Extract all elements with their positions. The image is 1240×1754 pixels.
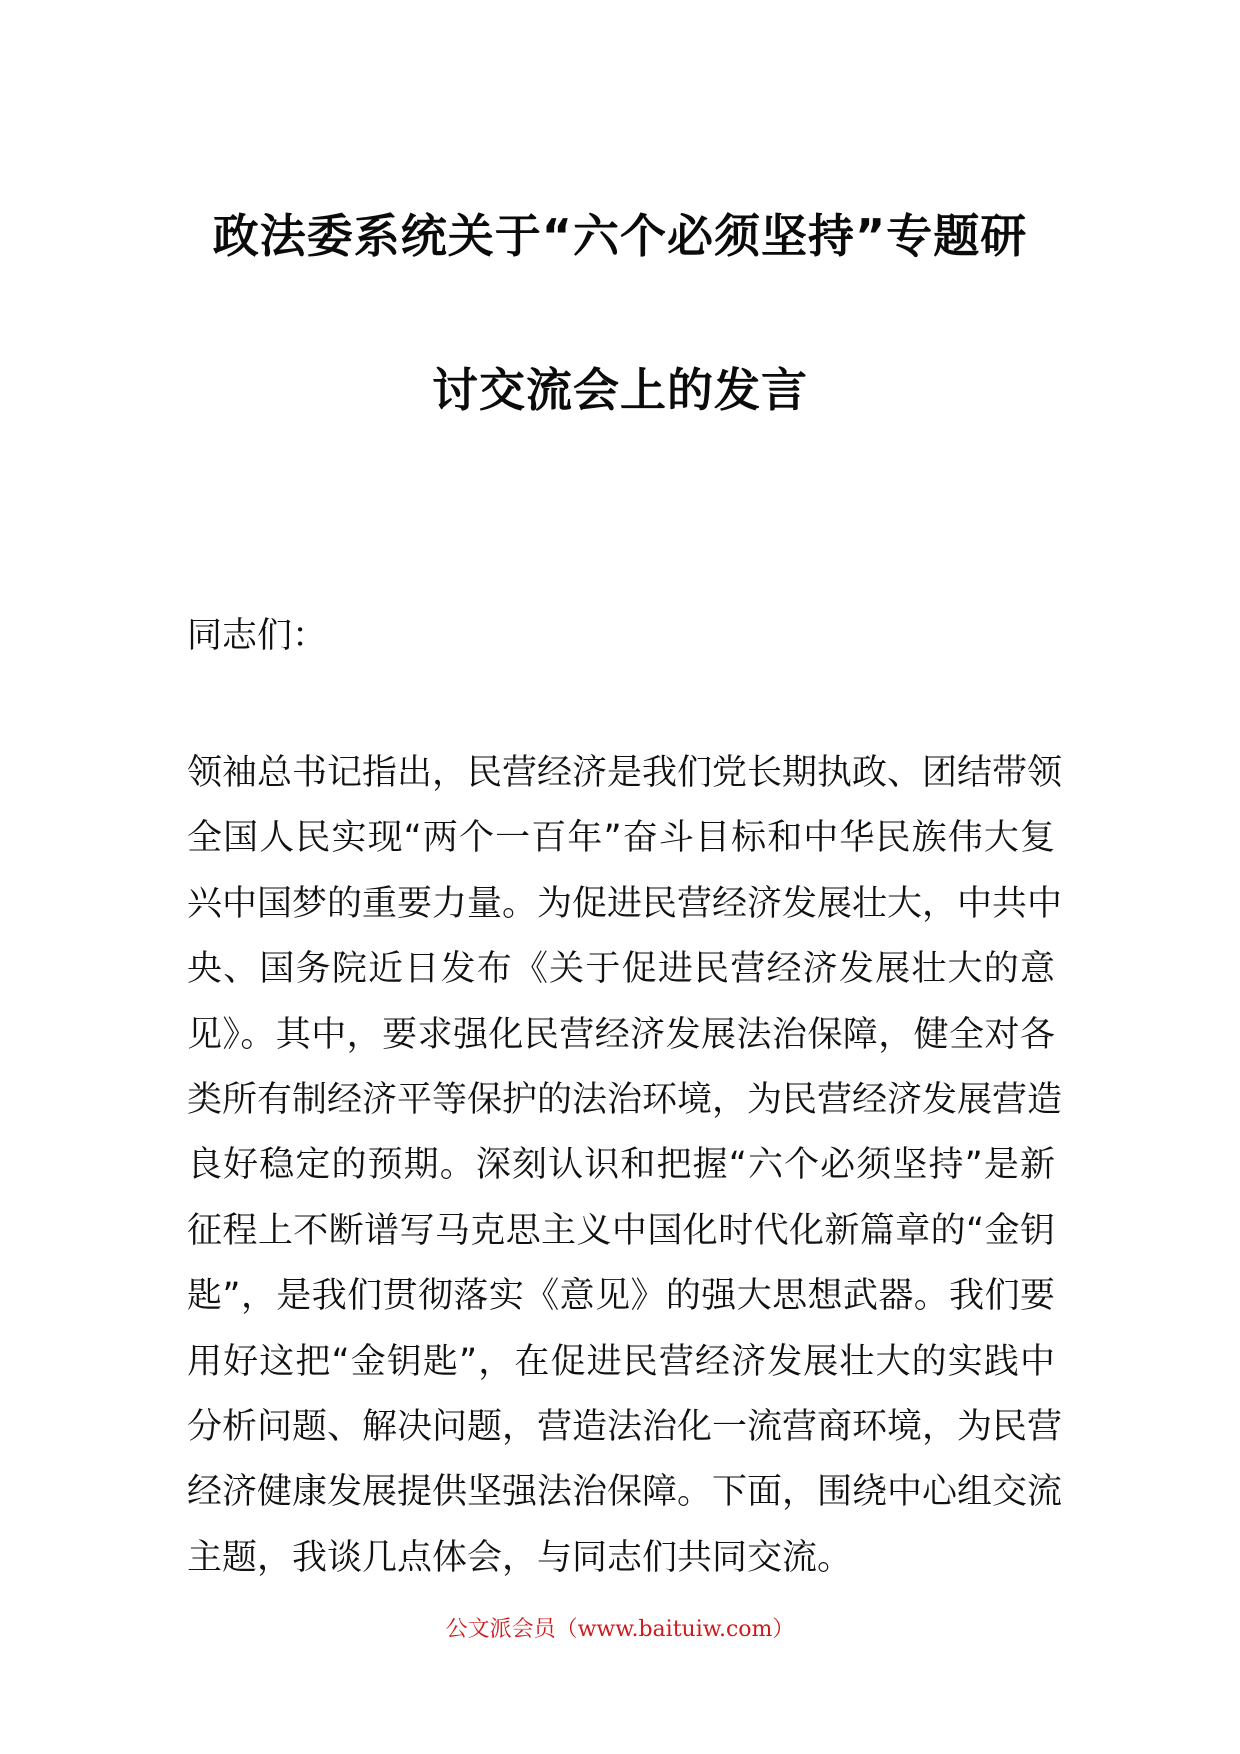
paragraph-line: 分析问题、解决问题，营造法治化一流营商环境，为民营: [187, 1406, 1063, 1447]
paragraph-line: 主题，我谈几点体会，与同志们共同交流。: [187, 1537, 853, 1578]
paragraph-line: 见》。其中，要求强化民营经济发展法治保障，健全对各: [187, 1014, 1055, 1055]
paragraph-line: 征程上不断谱写马克思主义中国化时代化新篇章的“金钥: [187, 1210, 1055, 1251]
paragraph-line: 良好稳定的预期。深刻认识和把握“六个必须坚持”是新: [187, 1145, 1055, 1186]
paragraph-line: 兴中国梦的重要力量。为促进民营经济发展壮大，中共中: [187, 883, 1063, 924]
paragraph-line: 央、国务院近日发布《关于促进民营经济发展壮大的意: [187, 949, 1055, 990]
body-paragraph: [187, 741, 1063, 1591]
paragraph-line: 匙”，是我们贯彻落实《意见》的强大思想武器。我们要: [187, 1276, 1055, 1317]
salutation: 同志们：: [187, 616, 328, 656]
document-title-line-2: 讨交流会上的发言: [432, 363, 808, 417]
paragraph-line: 类所有制经济平等保护的法治环境，为民营经济发展营造: [187, 1079, 1063, 1120]
document-title-line-1: 政法委系统关于“六个必须坚持”专题研: [212, 209, 1028, 263]
paragraph-line: 全国人民实现“两个一百年”奋斗目标和中华民族伟大复: [187, 818, 1055, 859]
footer-watermark: 公文派会员（www.baituiw.com）: [445, 1617, 795, 1642]
paragraph-line: 领袖总书记指出，民营经济是我们党长期执政、团结带领: [187, 753, 1063, 793]
paragraph-line: 用好这把“金钥匙”，在促进民营经济发展壮大的实践中: [187, 1341, 1055, 1382]
paragraph-line: 经济健康发展提供坚强法治保障。下面，围绕中心组交流: [187, 1472, 1063, 1513]
